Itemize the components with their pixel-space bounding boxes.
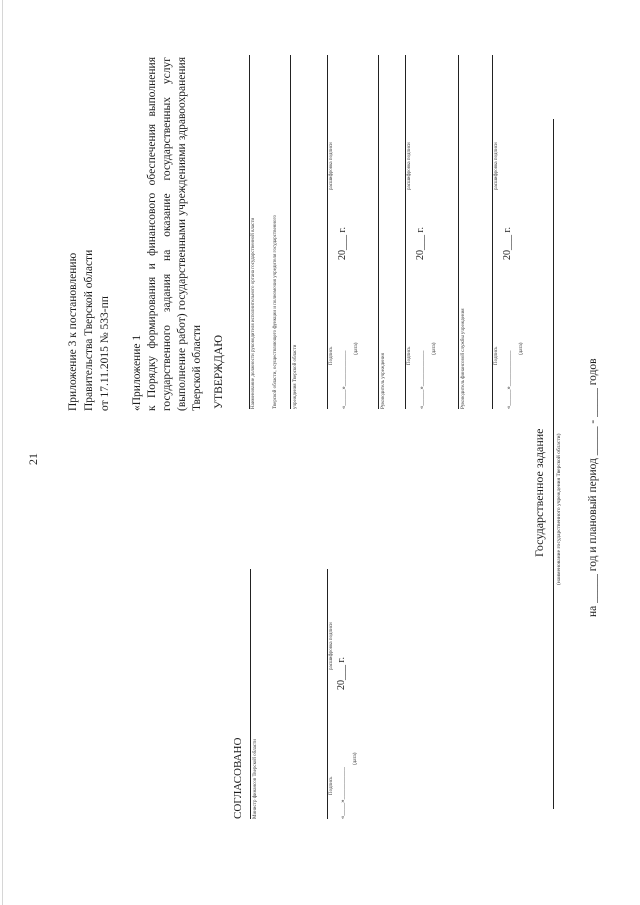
approve-year2-row: 20___ г. [415, 227, 426, 260]
approve-position-line [249, 55, 250, 409]
agree-date-open: « [339, 815, 346, 819]
agree-signature-label: Подпись [329, 776, 334, 795]
approve-date2-row: «_____»___________ [418, 350, 425, 409]
approve-year-prefix: 20 [337, 250, 348, 260]
task-period-mid: год и плановый период [587, 458, 599, 572]
approve-caption-2: Тверской области, осуществляющего функции и полномочия учредителя государственного [273, 215, 278, 409]
approve-heading: УТВЕРЖДАЮ [213, 334, 225, 409]
approve-date-open: « [340, 405, 347, 409]
approve-date2-mid: » [418, 386, 425, 390]
approve-year3-suffix: г. [502, 227, 513, 233]
approve-signature2-label: Подпись [407, 346, 412, 365]
task-period-prefix: на [587, 605, 599, 617]
task-period-suffix: годов [587, 358, 599, 386]
approve-head-caption: Руководитель учреждения [381, 353, 386, 409]
task-name-caption: (наименование государственного учреждения Тверской области) [556, 433, 562, 585]
approve-date-mid: » [340, 386, 347, 390]
approve-decoding-label: расшифровка подписи [329, 142, 334, 190]
agree-position-line [250, 569, 251, 819]
approve-year3-prefix: 20 [502, 250, 513, 260]
approve-date2-caption: (дата) [432, 342, 437, 355]
approve-date-row: «_____»___________ [340, 350, 347, 409]
approve-finance-caption: Руководитель финансовой службы учреждения [461, 308, 466, 409]
approve-year3-row: 20___ г. [502, 227, 513, 260]
agree-year-prefix: 20 [336, 680, 347, 690]
task-name-line [553, 119, 554, 809]
approve-date3-caption: (дата) [519, 342, 524, 355]
page-number: 21 [26, 453, 40, 465]
task-period-row: на _____ год и плановый период _____ - _____ годов [587, 358, 599, 617]
agree-heading: СОГЛАСОВАНО [232, 737, 244, 819]
approve-caption-3: учреждения Тверской области [293, 344, 298, 409]
approve-date3-open: « [505, 405, 512, 409]
agree-date-caption: (дата) [353, 752, 358, 765]
agree-year-row: 20___ г. [336, 657, 347, 690]
approve-finance-signature-line [492, 55, 493, 409]
approve-decoding2-label: расшифровка подписи [407, 142, 412, 190]
approve-year-suffix: г. [337, 227, 348, 233]
agree-signature-line [327, 569, 328, 819]
approve-date-caption: (дата) [354, 342, 359, 355]
agree-date-mid: » [339, 799, 346, 803]
approve-date3-row: «_____»___________ [505, 350, 512, 409]
agree-decoding-label: расшифровка подписи [329, 622, 334, 670]
approve-institution-line [290, 55, 291, 409]
appendix-line2: Правительства Тверской области [83, 249, 95, 411]
approve-decoding3-label: расшифровка подписи [494, 142, 499, 190]
approve-signature-label: Подпись [329, 346, 334, 365]
appendix1-body: к Порядку формирования и финансового обеспечения выполнения государственного задания на оказание государственных услуг (выполнение работ) государственными учреждениями здравоохранения Тверской области [146, 57, 203, 411]
approve-caption-1: Наименование должности руководителя исполнительного органа государственной власти [251, 217, 256, 409]
approve-signature3-label: Подпись [494, 346, 499, 365]
agree-date-row: «____»__________ [339, 767, 346, 819]
appendix1-title: «Приложение 1 [131, 334, 143, 411]
agree-year-suffix: г. [336, 657, 347, 663]
task-title: Государственное задание [532, 428, 546, 557]
approve-year2-prefix: 20 [415, 250, 426, 260]
approve-head-line [378, 55, 379, 409]
approve-finance-line [458, 55, 459, 409]
approve-signature-line [327, 55, 328, 409]
task-period-dash: - [587, 419, 599, 424]
approve-date2-open: « [418, 405, 425, 409]
appendix-line3: от 17.11.2015 № 533-пп [99, 296, 111, 411]
approve-year-row: 20___ г. [337, 227, 348, 260]
approve-year2-suffix: г. [415, 227, 426, 233]
approve-date3-mid: » [505, 386, 512, 390]
appendix-line1: Приложение 3 к постановлению [67, 252, 79, 411]
approve-head-signature-line [405, 55, 406, 409]
agree-position-caption: Министр финансов Тверской области [253, 739, 258, 819]
